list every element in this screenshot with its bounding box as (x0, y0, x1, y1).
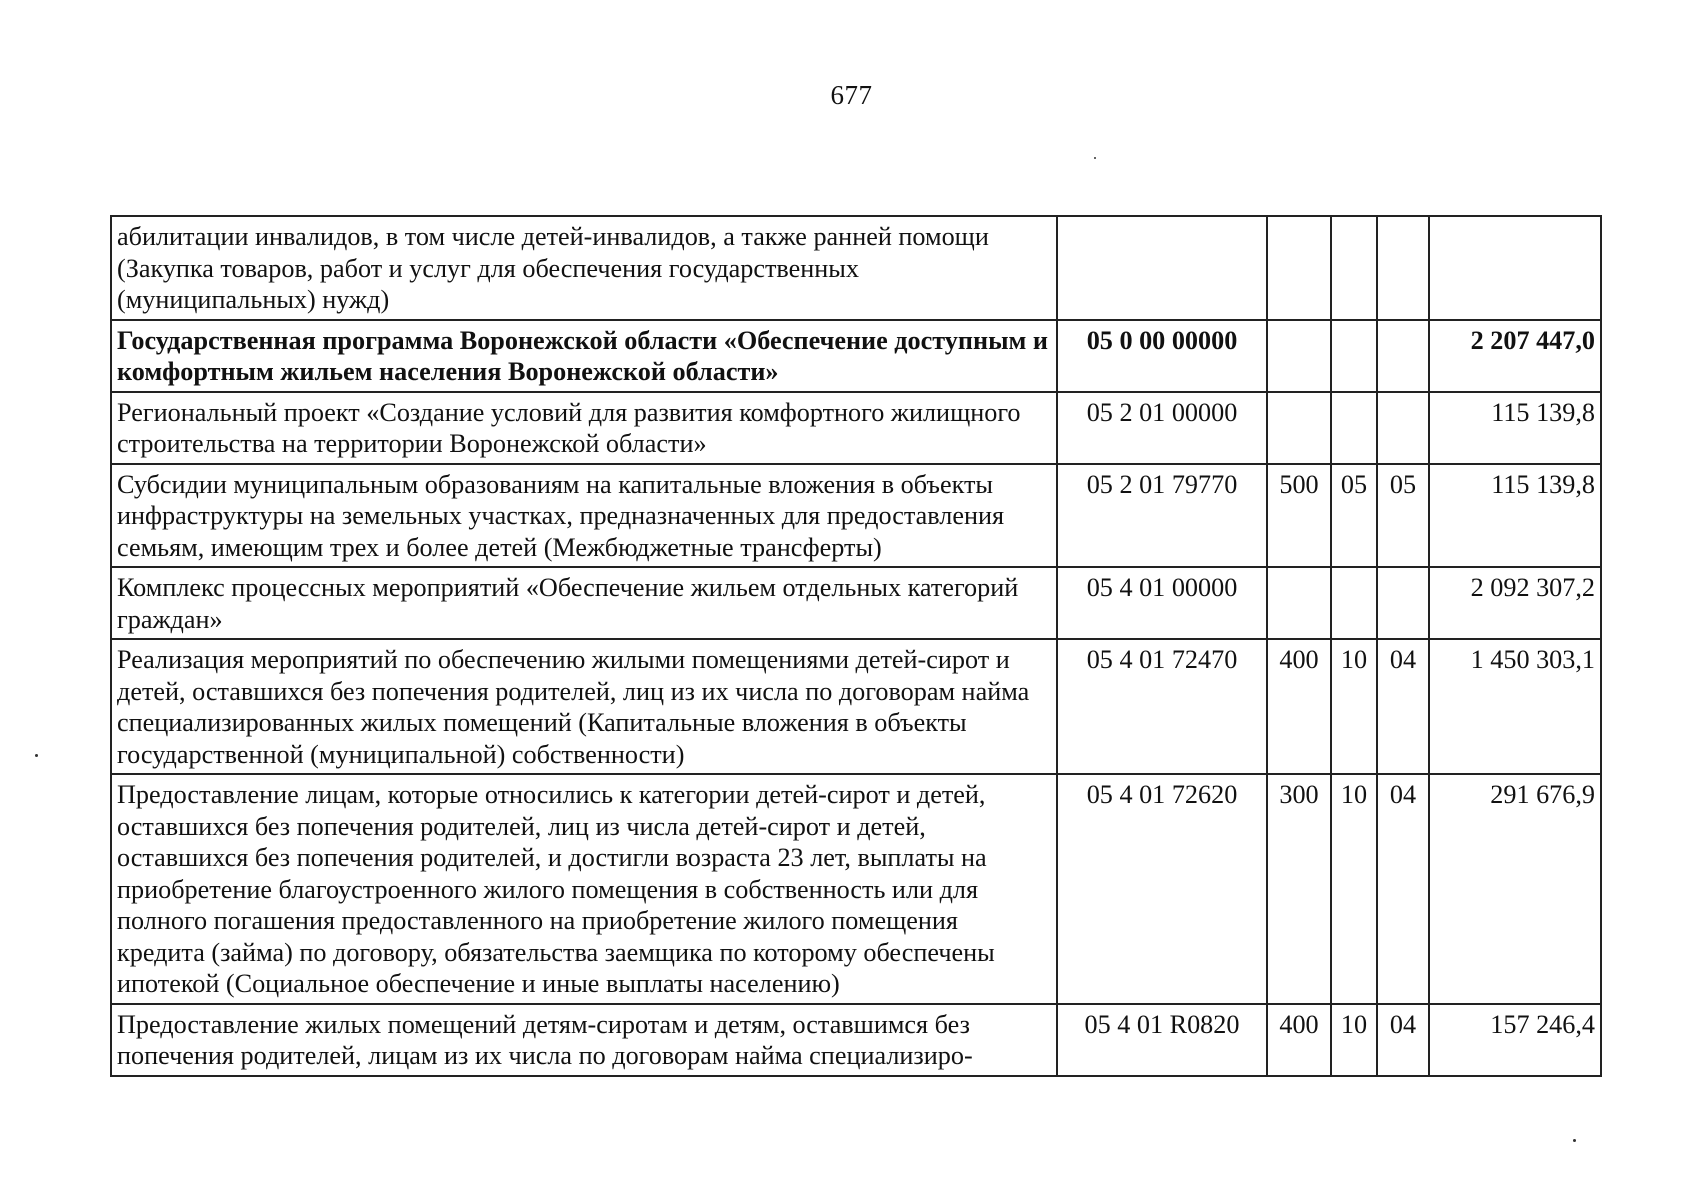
amount-cell (1429, 216, 1601, 320)
subsection-cell: 05 (1377, 464, 1429, 568)
scan-speck (1573, 1139, 1576, 1142)
target-article-cell: 05 0 00 00000 (1057, 320, 1267, 392)
subsection-cell (1377, 392, 1429, 464)
amount-cell: 115 139,8 (1429, 464, 1601, 568)
section-cell: 10 (1331, 774, 1377, 1004)
item-name-cell: Предоставление лицам, которые относились к категории детей-сирот и детей, оставшихся без попечения родителей, лиц из числа детей-сирот и детей, оставшихся без попечения родителей, и достигли возраста 23 лет, выплаты на приобретение благоустроенного жилого помещения в собственность или для полного погашения предоставленного на приобретение жилого помещения кредита (займа) по договору, обязательства заемщика по которому обеспечены ипотекой (Социальное обеспечение и иные выплаты населению) (111, 774, 1057, 1004)
subsection-cell (1377, 320, 1429, 392)
table-row (111, 567, 1601, 639)
table-row (111, 1004, 1601, 1076)
amount-cell: 115 139,8 (1429, 392, 1601, 464)
amount-cell: 2 207 447,0 (1429, 320, 1601, 392)
table-body (111, 216, 1601, 1076)
item-name-cell: Предоставление жилых помещений детям-сиротам и детям, оставшимся без попечения родителей, лицам из их числа по договорам найма специализиро- (111, 1004, 1057, 1076)
subsection-cell (1377, 567, 1429, 639)
subsection-cell: 04 (1377, 1004, 1429, 1076)
item-name-cell: Государственная программа Воронежской области «Обеспечение доступным и комфортным жильем населения Воронежской области» (111, 320, 1057, 392)
table-row (111, 774, 1601, 1004)
section-cell (1331, 216, 1377, 320)
item-name-cell: Комплекс процессных мероприятий «Обеспечение жильем отдельных категорий граждан» (111, 567, 1057, 639)
table-row (111, 320, 1601, 392)
item-name-cell: Реализация мероприятий по обеспечению жилыми помещениями детей-сирот и детей, оставшихся без попечения родителей, лиц из их числа по договорам найма специализированных жилых помещений (Капитальные вложения в объекты государственной (муниципальной) собственности) (111, 639, 1057, 774)
budget-table (110, 215, 1602, 1077)
target-article-cell: 05 4 01 72470 (1057, 639, 1267, 774)
expense-type-cell (1267, 320, 1331, 392)
amount-cell: 2 092 307,2 (1429, 567, 1601, 639)
table-row (111, 639, 1601, 774)
target-article-cell: 05 2 01 79770 (1057, 464, 1267, 568)
item-name-cell: Субсидии муниципальным образованиям на капитальные вложения в объекты инфраструктуры на земельных участках, предназначенных для предоставления семьям, имеющим трех и более детей (Межбюджетные трансферты) (111, 464, 1057, 568)
expense-type-cell (1267, 216, 1331, 320)
expense-type-cell: 400 (1267, 639, 1331, 774)
table-row (111, 392, 1601, 464)
subsection-cell: 04 (1377, 639, 1429, 774)
table-row (111, 216, 1601, 320)
section-cell (1331, 567, 1377, 639)
amount-cell: 157 246,4 (1429, 1004, 1601, 1076)
scan-speck (1094, 157, 1096, 159)
target-article-cell (1057, 216, 1267, 320)
page-number: 677 (830, 80, 873, 110)
subsection-cell: 04 (1377, 774, 1429, 1004)
expense-type-cell (1267, 567, 1331, 639)
amount-cell: 1 450 303,1 (1429, 639, 1601, 774)
scan-speck (35, 754, 38, 757)
section-cell (1331, 392, 1377, 464)
amount-cell: 291 676,9 (1429, 774, 1601, 1004)
subsection-cell (1377, 216, 1429, 320)
section-cell: 10 (1331, 639, 1377, 774)
expense-type-cell: 300 (1267, 774, 1331, 1004)
target-article-cell: 05 4 01 00000 (1057, 567, 1267, 639)
target-article-cell: 05 4 01 R0820 (1057, 1004, 1267, 1076)
item-name-cell: абилитации инвалидов, в том числе детей-инвалидов, а также ранней помощи (Закупка товаров, работ и услуг для обеспечения государственных (муниципальных) нужд) (111, 216, 1057, 320)
expense-type-cell (1267, 392, 1331, 464)
section-cell: 10 (1331, 1004, 1377, 1076)
section-cell (1331, 320, 1377, 392)
expense-type-cell: 500 (1267, 464, 1331, 568)
table-row (111, 464, 1601, 568)
expense-type-cell: 400 (1267, 1004, 1331, 1076)
item-name-cell: Региональный проект «Создание условий для развития комфортного жилищного строительства на территории Воронежской области» (111, 392, 1057, 464)
section-cell: 05 (1331, 464, 1377, 568)
target-article-cell: 05 4 01 72620 (1057, 774, 1267, 1004)
target-article-cell: 05 2 01 00000 (1057, 392, 1267, 464)
